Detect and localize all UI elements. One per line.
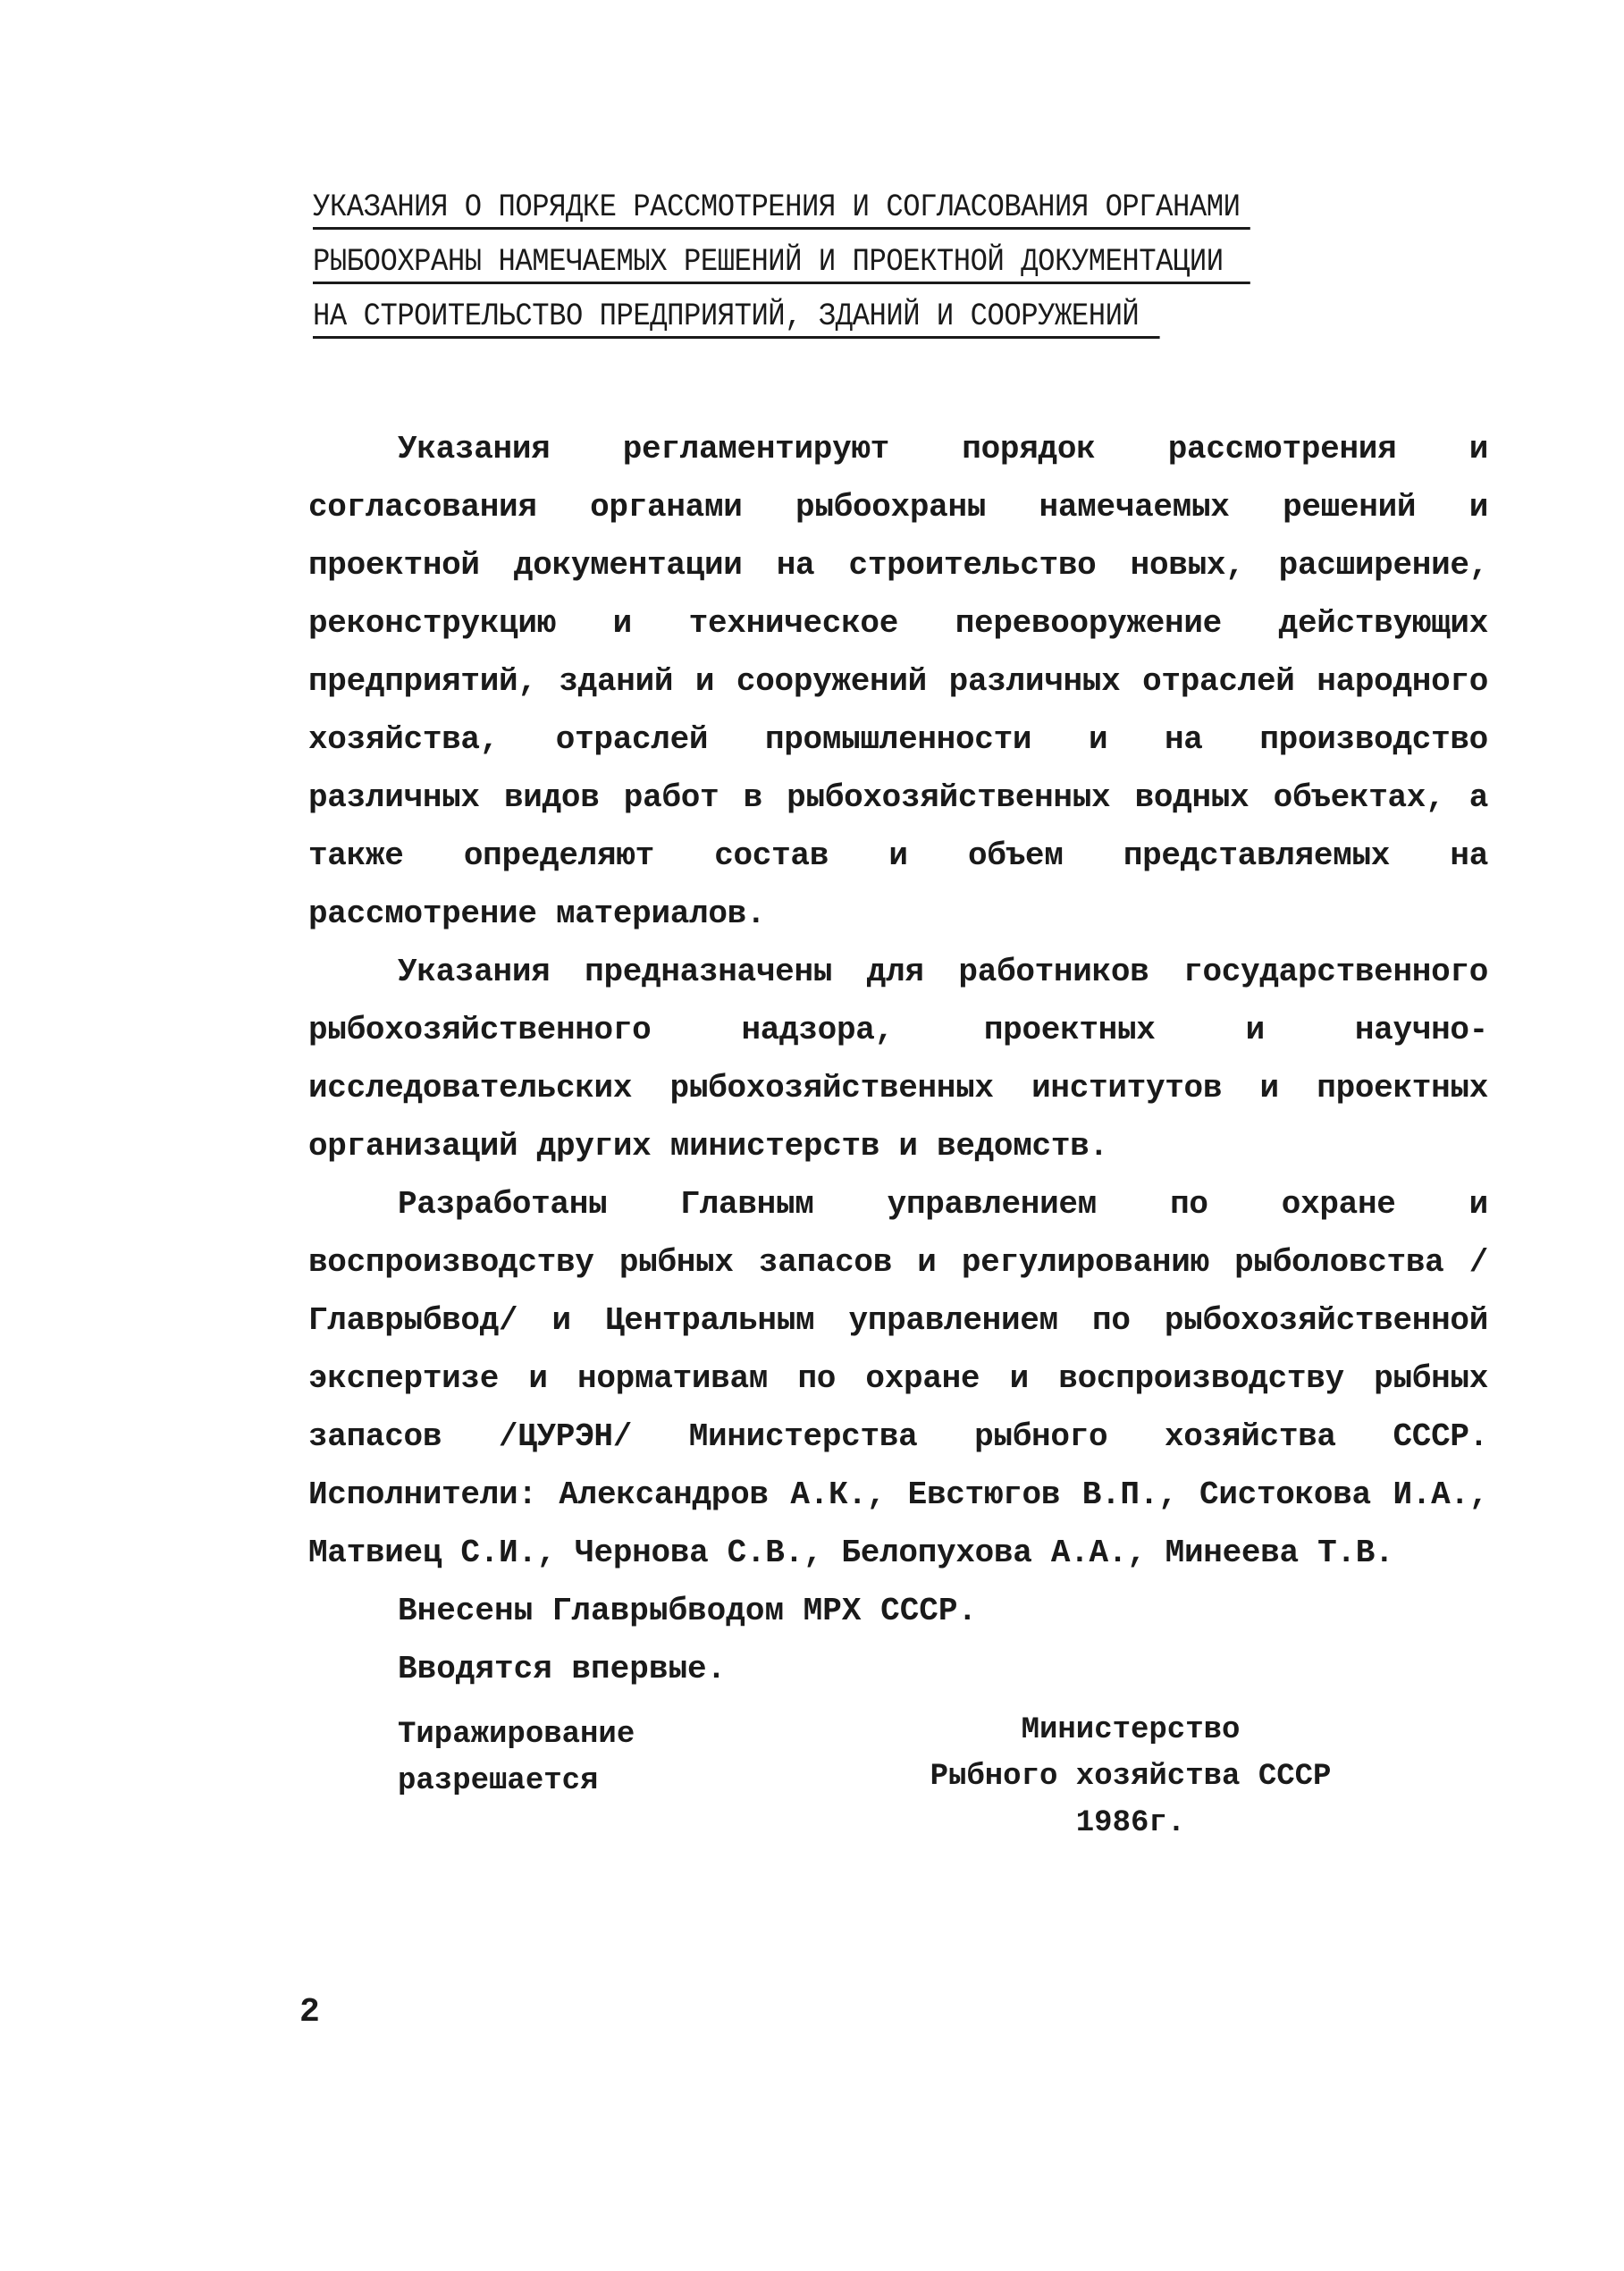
paragraph-scope: Указания регламентируют порядок рассмотрения и согласования органами рыбоохраны намечаемых решений и проектной документации на строительство новых, расширение, реконструкцию и техническое перевооружение действующих предприятий, зданий и сооружений различных отраслей народного хозяйства, отраслей промышленности и на производство различных видов работ в рыбохозяйственных водных объектах, а также определяют состав и объем представляемых на рассмотрение материалов. bbox=[308, 431, 1488, 932]
publisher-line-1: Министерство bbox=[1021, 1713, 1241, 1747]
submitted-note: Внесены Главрыбводом МРХ СССР. bbox=[398, 1593, 978, 1629]
document-body bbox=[308, 420, 1488, 1698]
title-line-1: УКАЗАНИЯ О ПОРЯДКЕ РАССМОТРЕНИЯ И СОГЛАСОВАНИЯ ОРГАНАМИ bbox=[313, 188, 1250, 230]
page-number: 2 bbox=[299, 1993, 320, 2031]
paragraph-audience: Указания предназначены для работников государственного рыбохозяйственного надзора, проектных и научно-исследовательских рыбохозяйственных институтов и проектных организаций других министерств и ведомств. bbox=[308, 954, 1488, 1165]
replication-line-1: Тиражирование bbox=[398, 1718, 635, 1752]
replication-note bbox=[398, 1712, 635, 1804]
publication-year: 1986г. bbox=[1075, 1806, 1186, 1840]
publisher-line-2: Рыбного хозяйства СССР bbox=[930, 1760, 1332, 1794]
replication-line-2: разрешается bbox=[398, 1764, 599, 1798]
paragraph-authors: Разработаны Главным управлением по охране и воспроизводству рыбных запасов и регулированию рыболовства /Главрыбвод/ и Центральным управлением по рыбохозяйственной экспертизе и нормативам по охране и воспроизводству рыбных запасов /ЦУРЭН/ Министерства рыбного хозяйства СССР. Исполнители: Александров А.К., Евстюгов В.П., Систокова И.А., Матвиец С.И., Чернова С.В., Белопухова А.А., Минеева Т.В. bbox=[308, 1186, 1488, 1571]
publisher-block bbox=[907, 1707, 1354, 1846]
document-title bbox=[313, 188, 1332, 351]
title-line-2: РЫБООХРАНЫ НАМЕЧАЕМЫХ РЕШЕНИЙ И ПРОЕКТНОЙ ДОКУМЕНТАЦИИ bbox=[313, 242, 1250, 284]
title-line-3: НА СТРОИТЕЛЬСТВО ПРЕДПРИЯТИЙ, ЗДАНИЙ И СООРУЖЕНИЙ bbox=[313, 297, 1160, 339]
introduced-note: Вводятся впервые. bbox=[398, 1651, 727, 1687]
